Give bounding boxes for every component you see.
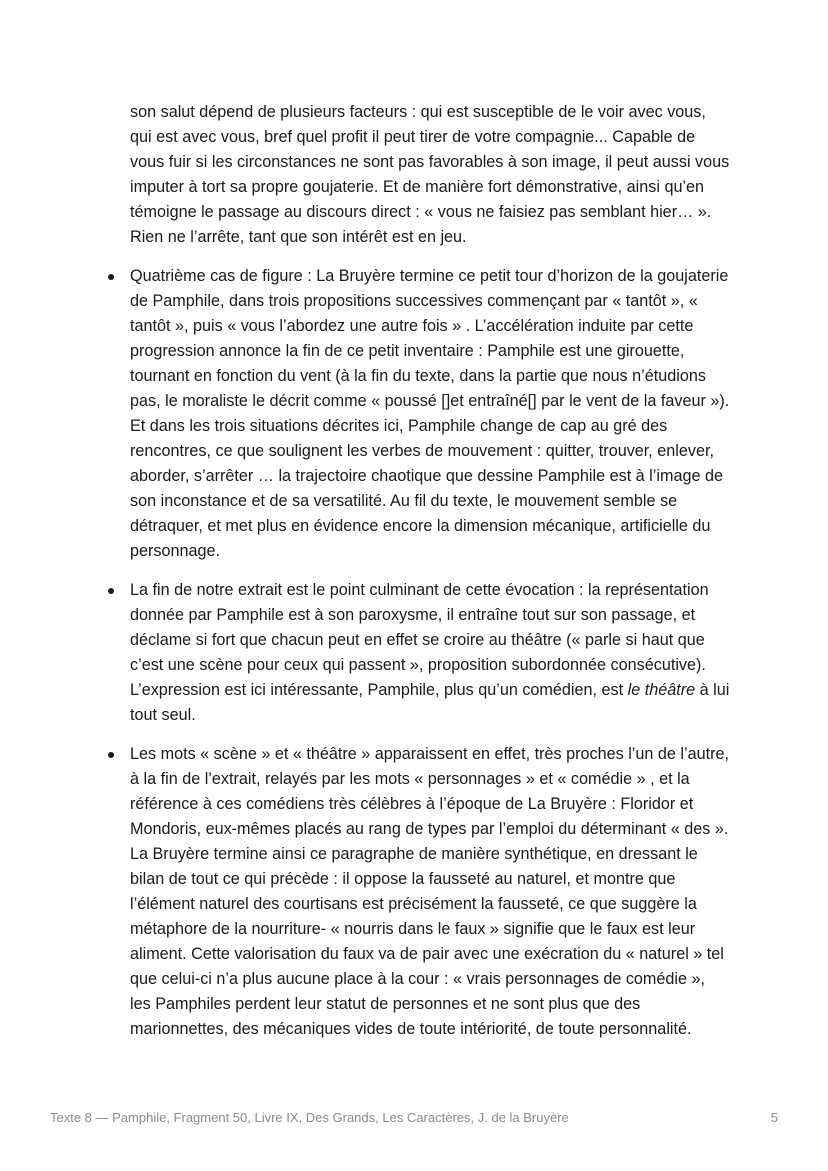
bullet-text-end: à lui tout seul. (130, 681, 730, 724)
bullet-item (130, 742, 730, 1042)
bullet-list (130, 264, 730, 1042)
page-number: 5 (770, 1110, 778, 1125)
bullet-item (130, 578, 730, 728)
intro-paragraph: son salut dépend de plusieurs facteurs : qui est susceptible de le voir avec vous, qui est avec vous, bref quel profit il peut tirer de votre compagnie... Capable de vous fuir si les circonstances ne sont pas favorables à son image, il peut aussi vous imputer à tort sa propre goujaterie. Et de manière fort démonstrative, ainsi qu’en témoigne le passage au discours direct : « vous ne faisiez pas semblant hier… ». Rien ne l’arrête, tant que son intérêt est en jeu. (130, 103, 730, 246)
bullet-text: Les mots « scène » et « théâtre » apparaissent en effet, très proches l’un de l’autre, à la fin de l’extrait, relayés par les mots « personnages » et « comédie » , et la référence à ces comédiens très célèbres à l’époque de La Bruyère : Floridor et Mondoris, eux-mêmes placés au rang de types par l’emploi du déterminant « des ». La Bruyère termine ainsi ce paragraphe de manière synthétique, en dressant le bilan de tout ce qui précède : il oppose la fausseté au naturel, et montre que l’élément naturel des courtisans est précisément la fausseté, ce que suggère la métaphore de la nourriture- « nourris dans le faux » signifie que le faux est leur aliment. Cette valorisation du faux va de pair avec une exécration du « naturel » tel que celui-ci n’a plus aucune place à la cour : « vrais personnages de comédie », les Pamphiles perdent leur statut de personnes et ne sont plus que des marionnettes, des mécaniques vides de toute intériorité, de toute personnalité. (130, 745, 730, 1038)
bullet-dot-icon (108, 274, 114, 280)
bullet-item (130, 264, 730, 564)
bullet-text: La fin de notre extrait est le point culminant de cette évocation : la représentation donnée par Pamphile est à son paroxysme, il entraîne tout sur son passage, et déclame si fort que chacun peut en effet se croire au théâtre (« parle si haut que c’est une scène pour ceux qui passent », proposition subordonnée consécutive). L’expression est ici intéressante, Pamphile, plus qu’un comédien, est (130, 581, 709, 699)
footer-title: Texte 8 — Pamphile, Fragment 50, Livre IX, Des Grands, Les Caractères, J. de la Bruyère (50, 1110, 569, 1125)
bullet-dot-icon (108, 752, 114, 758)
page-footer (50, 1110, 778, 1125)
bullet-text: Quatrième cas de figure : La Bruyère termine ce petit tour d’horizon de la goujaterie de Pamphile, dans trois propositions successives commençant par « tantôt », « tantôt », puis « vous l’abordez une autre fois » . L’accélération induite par cette progression annonce la fin de ce petit inventaire : Pamphile est une girouette, tournant en fonction du vent (à la fin du texte, dans la partie que nous n’étudions pas, le moraliste le décrit comme « poussé []et entraîné[] par le vent de la faveur »). Et dans les trois situations décrites ici, Pamphile change de cap au gré des rencontres, ce que soulignent les verbes de mouvement : quitter, trouver, enlever, aborder, s’arrêter … la trajectoire chaotique que dessine Pamphile est à l’image de son inconstance et de sa versatilité. Au fil du texte, le mouvement semble se détraquer, et met plus en évidence encore la dimension mécanique, artificielle du personnage. (130, 267, 730, 560)
page-body (130, 100, 730, 1056)
bullet-dot-icon (108, 588, 114, 594)
bullet-emphasis: le théâtre (627, 681, 696, 699)
